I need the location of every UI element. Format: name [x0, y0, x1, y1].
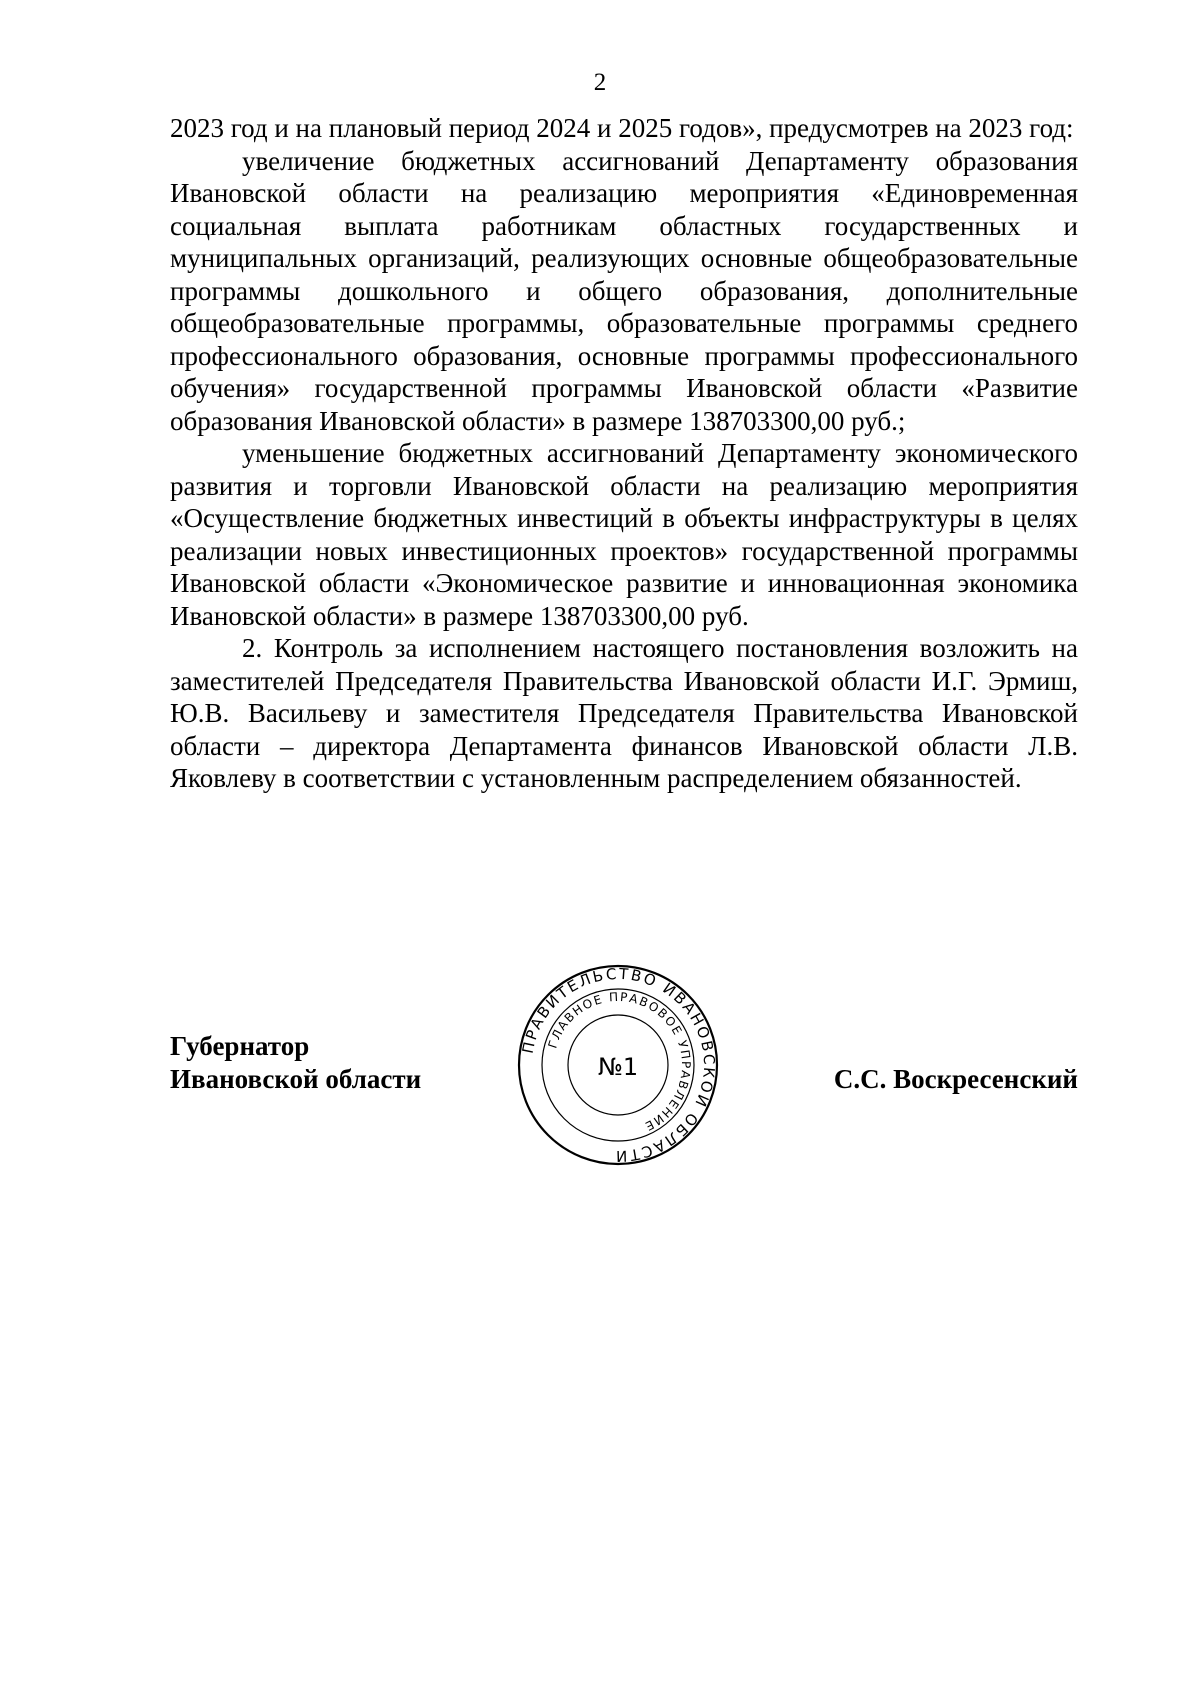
document-body — [170, 112, 1078, 795]
signatory-position-line2: Ивановской области — [170, 1064, 422, 1094]
seal-inner-text: ГЛАВНОЕ ПРАВОВОЕ УПРАВЛЕНИЕ — [545, 989, 694, 1134]
signatory-position-line1: Губернатор — [170, 1031, 310, 1061]
seal-number: №1 — [597, 1053, 639, 1081]
signatory-name: С.С. Воскресенский — [833, 1064, 1078, 1094]
official-seal — [516, 963, 720, 1167]
page-number: 2 — [593, 69, 607, 96]
signatory-position — [170, 1030, 421, 1096]
paragraph-decrease: уменьшение бюджетных ассигнований Департаменту экономического развития и торговли Ивановской области на реализацию мероприятия «Осуществление бюджетных инвестиций в объекты инфраструктуры в целях реализации новых инвестиционных проектов» государственной программы Ивановской области «Экономическое развитие и инновационная экономика Ивановской области» в размере 138703300,00 руб. — [170, 438, 1078, 631]
paragraph-continuation: 2023 год и на плановый период 2024 и 2025 годов», предусмотрев на 2023 год: — [170, 113, 1074, 143]
paragraph-increase: увеличение бюджетных ассигнований Департаменту образования Ивановской области на реализацию мероприятия «Единовременная социальная выплата работникам областных государственных и муниципальных организаций, реализующих основные общеобразовательные программы дошкольного и общего образования, дополнительные общеобразовательные программы, образовательные программы среднего профессионального образования, основные программы профессионального обучения» государственной программы Ивановской области «Развитие образования Ивановской области» в размере 138703300,00 руб.; — [170, 145, 1078, 436]
paragraph-control: 2. Контроль за исполнением настоящего постановления возложить на заместителей Председателя Правительства Ивановской области И.Г. Эрмиш, Ю.В. Васильеву и заместителя Председателя Правительства Ивановской области – директора Департамента финансов Ивановской области Л.В. Яковлеву в соответствии с установленным распределением обязанностей. — [170, 633, 1078, 793]
seal-outer-text: ПРАВИТЕЛЬСТВО ИВАНОВСКОЙ ОБЛАСТИ — [518, 964, 719, 1166]
